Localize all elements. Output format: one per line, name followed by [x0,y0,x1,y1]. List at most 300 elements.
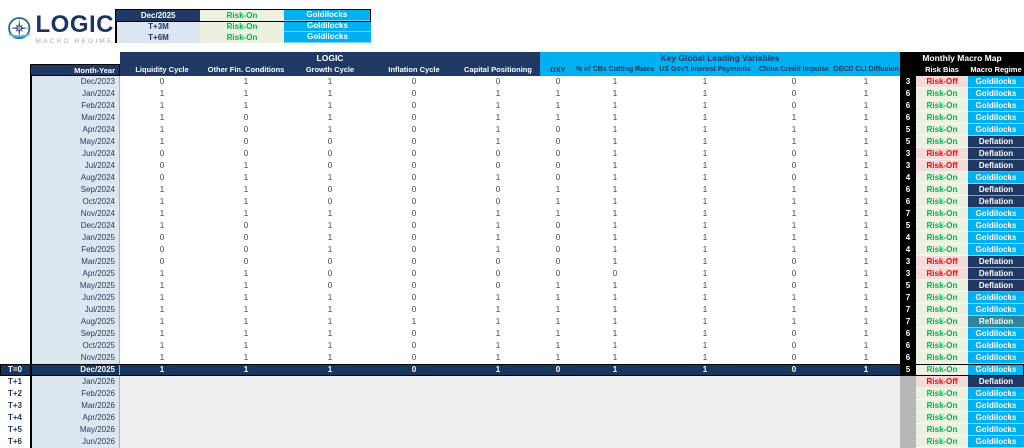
indicator-value-cell[interactable] [540,400,576,412]
indicator-value-cell[interactable] [576,424,654,436]
macro-regime-cell[interactable]: Goldilocks [968,388,1024,400]
indicator-value-cell[interactable]: 1 [576,184,654,196]
indicator-value-cell[interactable]: 1 [540,184,576,196]
indicator-value-cell[interactable]: 1 [832,76,900,88]
macro-regime-cell[interactable]: Reflation [968,316,1024,328]
indicator-value-cell[interactable]: 1 [576,220,654,232]
indicator-value-cell[interactable]: 1 [204,196,288,208]
indicator-value-cell[interactable] [120,412,204,424]
indicator-value-cell[interactable]: 0 [540,364,576,376]
indicator-value-cell[interactable] [456,436,540,448]
macro-regime-cell[interactable]: Goldilocks [968,304,1024,316]
signal-count-cell[interactable]: 5 [900,364,916,376]
indicator-value-cell[interactable]: 1 [120,268,204,280]
indicator-value-cell[interactable]: 0 [756,280,832,292]
risk-bias-cell[interactable]: Risk-On [916,232,968,244]
indicator-value-cell[interactable]: 1 [540,88,576,100]
macro-regime-cell[interactable]: Goldilocks [968,124,1024,136]
indicator-value-cell[interactable]: 0 [120,232,204,244]
macro-regime-cell[interactable]: Goldilocks [968,436,1024,448]
indicator-value-cell[interactable]: 1 [576,280,654,292]
month-year-cell[interactable]: Nov/2025 [30,352,120,364]
month-year-cell[interactable]: Jun/2024 [30,148,120,160]
indicator-value-cell[interactable]: 1 [756,232,832,244]
indicator-value-cell[interactable]: 0 [372,100,456,112]
indicator-value-cell[interactable] [576,388,654,400]
indicator-value-cell[interactable]: 1 [756,316,832,328]
indicator-value-cell[interactable]: 1 [120,100,204,112]
indicator-value-cell[interactable]: 1 [756,208,832,220]
summary-macro-regime[interactable]: Goldilocks [284,21,371,32]
month-year-cell[interactable]: Sep/2025 [30,328,120,340]
risk-bias-cell[interactable]: Risk-On [916,400,968,412]
signal-count-cell[interactable]: 6 [900,340,916,352]
indicator-value-cell[interactable] [540,424,576,436]
indicator-value-cell[interactable]: 0 [372,136,456,148]
indicator-value-cell[interactable]: 1 [576,136,654,148]
summary-risk-bias[interactable]: Risk-On [200,32,284,43]
signal-count-cell[interactable]: 5 [900,280,916,292]
indicator-value-cell[interactable]: 1 [576,148,654,160]
indicator-value-cell[interactable]: 1 [832,268,900,280]
indicator-value-cell[interactable]: 1 [204,328,288,340]
signal-count-cell[interactable]: 3 [900,256,916,268]
month-year-cell[interactable]: May/2024 [30,136,120,148]
indicator-value-cell[interactable] [288,412,372,424]
indicator-value-cell[interactable] [576,436,654,448]
indicator-value-cell[interactable]: 0 [756,172,832,184]
month-year-cell[interactable]: Dec/2025 [30,364,120,376]
indicator-value-cell[interactable] [576,376,654,388]
risk-bias-cell[interactable]: Risk-On [916,424,968,436]
indicator-value-cell[interactable]: 1 [654,196,756,208]
risk-bias-cell[interactable]: Risk-Off [916,268,968,280]
indicator-value-cell[interactable]: 0 [204,232,288,244]
indicator-value-cell[interactable] [372,436,456,448]
signal-count-cell[interactable]: 5 [900,124,916,136]
indicator-value-cell[interactable]: 1 [576,76,654,88]
indicator-value-cell[interactable]: 1 [120,328,204,340]
indicator-value-cell[interactable]: 1 [456,316,540,328]
indicator-value-cell[interactable]: 1 [120,280,204,292]
indicator-value-cell[interactable] [372,424,456,436]
indicator-value-cell[interactable]: 0 [120,256,204,268]
indicator-value-cell[interactable]: 1 [288,100,372,112]
month-year-cell[interactable]: Feb/2024 [30,100,120,112]
indicator-value-cell[interactable]: 0 [372,328,456,340]
risk-bias-cell[interactable]: Risk-Off [916,376,968,388]
indicator-value-cell[interactable] [120,376,204,388]
indicator-value-cell[interactable]: 1 [654,160,756,172]
signal-count-cell[interactable]: 5 [900,136,916,148]
indicator-value-cell[interactable]: 0 [204,136,288,148]
indicator-value-cell[interactable]: 0 [540,220,576,232]
indicator-value-cell[interactable]: 1 [456,112,540,124]
indicator-value-cell[interactable]: 1 [832,340,900,352]
indicator-value-cell[interactable] [540,436,576,448]
macro-regime-cell[interactable]: Deflation [968,148,1024,160]
indicator-value-cell[interactable] [654,412,756,424]
indicator-value-cell[interactable] [654,424,756,436]
indicator-value-cell[interactable]: 1 [576,160,654,172]
indicator-value-cell[interactable]: 0 [540,136,576,148]
indicator-value-cell[interactable]: 0 [540,268,576,280]
indicator-value-cell[interactable]: 1 [288,220,372,232]
indicator-value-cell[interactable]: 1 [288,340,372,352]
month-year-cell[interactable]: Dec/2024 [30,220,120,232]
indicator-value-cell[interactable]: 1 [540,352,576,364]
indicator-value-cell[interactable]: 1 [288,124,372,136]
risk-bias-cell[interactable]: Risk-On [916,124,968,136]
indicator-value-cell[interactable]: 1 [832,100,900,112]
signal-count-cell[interactable]: 6 [900,196,916,208]
indicator-value-cell[interactable]: 0 [204,112,288,124]
signal-count-cell[interactable]: 7 [900,304,916,316]
indicator-value-cell[interactable] [832,436,900,448]
macro-regime-cell[interactable]: Goldilocks [968,232,1024,244]
month-year-cell[interactable]: Mar/2025 [30,256,120,268]
indicator-value-cell[interactable]: 0 [120,244,204,256]
risk-bias-cell[interactable]: Risk-On [916,184,968,196]
summary-macro-regime[interactable]: Goldilocks [284,32,371,43]
indicator-value-cell[interactable] [654,388,756,400]
indicator-value-cell[interactable]: 1 [756,292,832,304]
indicator-value-cell[interactable]: 1 [654,292,756,304]
indicator-value-cell[interactable]: 0 [756,352,832,364]
macro-regime-cell[interactable]: Goldilocks [968,244,1024,256]
indicator-value-cell[interactable]: 1 [456,292,540,304]
risk-bias-cell[interactable]: Risk-On [916,220,968,232]
indicator-value-cell[interactable]: 1 [654,220,756,232]
indicator-value-cell[interactable] [456,412,540,424]
indicator-value-cell[interactable]: 1 [456,124,540,136]
macro-regime-cell[interactable]: Deflation [968,256,1024,268]
signal-count-cell[interactable] [900,424,916,436]
indicator-value-cell[interactable]: 1 [288,292,372,304]
indicator-value-cell[interactable]: 1 [204,352,288,364]
indicator-value-cell[interactable]: 1 [654,232,756,244]
risk-bias-cell[interactable]: Risk-On [916,112,968,124]
indicator-value-cell[interactable] [654,436,756,448]
indicator-value-cell[interactable]: 1 [576,196,654,208]
indicator-value-cell[interactable]: 0 [372,292,456,304]
month-year-cell[interactable]: Mar/2024 [30,112,120,124]
risk-bias-cell[interactable]: Risk-On [916,136,968,148]
indicator-value-cell[interactable]: 1 [832,256,900,268]
indicator-value-cell[interactable]: 1 [576,112,654,124]
risk-bias-cell[interactable]: Risk-Off [916,160,968,172]
indicator-value-cell[interactable]: 1 [576,232,654,244]
indicator-value-cell[interactable]: 1 [832,208,900,220]
indicator-value-cell[interactable] [204,436,288,448]
indicator-value-cell[interactable]: 1 [456,304,540,316]
indicator-value-cell[interactable]: 1 [456,136,540,148]
indicator-value-cell[interactable] [654,400,756,412]
indicator-value-cell[interactable]: 1 [576,292,654,304]
risk-bias-cell[interactable]: Risk-On [916,208,968,220]
indicator-value-cell[interactable] [204,400,288,412]
indicator-value-cell[interactable]: 1 [204,280,288,292]
indicator-value-cell[interactable]: 1 [576,328,654,340]
indicator-value-cell[interactable]: 1 [288,328,372,340]
signal-count-cell[interactable]: 6 [900,328,916,340]
indicator-value-cell[interactable]: 1 [832,328,900,340]
indicator-value-cell[interactable]: 0 [456,148,540,160]
indicator-value-cell[interactable]: 0 [540,172,576,184]
indicator-value-cell[interactable]: 1 [120,316,204,328]
indicator-value-cell[interactable]: 1 [204,268,288,280]
indicator-value-cell[interactable] [120,400,204,412]
indicator-value-cell[interactable]: 1 [288,172,372,184]
risk-bias-cell[interactable]: Risk-On [916,388,968,400]
month-year-cell[interactable]: Sep/2024 [30,184,120,196]
month-year-cell[interactable]: Feb/2025 [30,244,120,256]
indicator-value-cell[interactable]: 0 [456,196,540,208]
indicator-value-cell[interactable]: 1 [120,340,204,352]
indicator-value-cell[interactable]: 0 [120,160,204,172]
indicator-value-cell[interactable]: 1 [540,340,576,352]
indicator-value-cell[interactable] [204,388,288,400]
indicator-value-cell[interactable] [756,412,832,424]
indicator-value-cell[interactable] [120,436,204,448]
indicator-value-cell[interactable]: 0 [204,244,288,256]
macro-regime-cell[interactable]: Goldilocks [968,112,1024,124]
risk-bias-cell[interactable]: Risk-On [916,340,968,352]
indicator-value-cell[interactable]: 1 [756,184,832,196]
indicator-value-cell[interactable]: 1 [832,316,900,328]
indicator-value-cell[interactable] [372,412,456,424]
indicator-value-cell[interactable]: 1 [654,328,756,340]
indicator-value-cell[interactable]: 1 [756,124,832,136]
macro-regime-cell[interactable]: Goldilocks [968,352,1024,364]
indicator-value-cell[interactable]: 1 [576,208,654,220]
indicator-value-cell[interactable] [204,424,288,436]
indicator-value-cell[interactable] [372,388,456,400]
indicator-value-cell[interactable]: 1 [576,244,654,256]
indicator-value-cell[interactable]: 1 [756,220,832,232]
indicator-value-cell[interactable]: 0 [756,88,832,100]
indicator-value-cell[interactable]: 0 [540,232,576,244]
month-year-cell[interactable]: Nov/2024 [30,208,120,220]
indicator-value-cell[interactable]: 1 [654,208,756,220]
macro-regime-cell[interactable]: Goldilocks [968,292,1024,304]
indicator-value-cell[interactable]: 1 [832,220,900,232]
indicator-value-cell[interactable]: 0 [120,148,204,160]
indicator-value-cell[interactable]: 0 [372,124,456,136]
indicator-value-cell[interactable]: 1 [120,364,204,376]
risk-bias-cell[interactable]: Risk-On [916,328,968,340]
indicator-value-cell[interactable]: 1 [832,136,900,148]
indicator-value-cell[interactable]: 0 [372,76,456,88]
indicator-value-cell[interactable]: 1 [204,316,288,328]
indicator-value-cell[interactable]: 1 [540,304,576,316]
indicator-value-cell[interactable]: 0 [288,136,372,148]
indicator-value-cell[interactable]: 1 [204,172,288,184]
macro-regime-cell[interactable]: Goldilocks [968,88,1024,100]
indicator-value-cell[interactable]: 1 [654,148,756,160]
macro-regime-cell[interactable]: Deflation [968,280,1024,292]
indicator-value-cell[interactable]: 0 [204,256,288,268]
indicator-value-cell[interactable]: 1 [832,160,900,172]
indicator-value-cell[interactable]: 1 [654,304,756,316]
indicator-value-cell[interactable]: 0 [372,172,456,184]
risk-bias-cell[interactable]: Risk-On [916,292,968,304]
indicator-value-cell[interactable]: 1 [832,196,900,208]
indicator-value-cell[interactable] [540,412,576,424]
indicator-value-cell[interactable]: 1 [832,88,900,100]
indicator-value-cell[interactable]: 1 [654,184,756,196]
indicator-value-cell[interactable] [832,376,900,388]
indicator-value-cell[interactable]: 1 [654,112,756,124]
month-year-cell[interactable]: Apr/2026 [30,412,120,424]
risk-bias-cell[interactable]: Risk-On [916,352,968,364]
indicator-value-cell[interactable] [540,388,576,400]
signal-count-cell[interactable] [900,400,916,412]
signal-count-cell[interactable]: 3 [900,268,916,280]
indicator-value-cell[interactable]: 1 [576,124,654,136]
indicator-value-cell[interactable]: 0 [372,112,456,124]
month-year-cell[interactable]: Jan/2026 [30,376,120,388]
indicator-value-cell[interactable] [120,424,204,436]
macro-regime-cell[interactable]: Goldilocks [968,76,1024,88]
signal-count-cell[interactable]: 7 [900,292,916,304]
indicator-value-cell[interactable]: 0 [372,352,456,364]
indicator-value-cell[interactable]: 1 [832,280,900,292]
indicator-value-cell[interactable]: 1 [540,112,576,124]
month-year-cell[interactable]: Aug/2025 [30,316,120,328]
indicator-value-cell[interactable] [832,412,900,424]
signal-count-cell[interactable]: 6 [900,112,916,124]
indicator-value-cell[interactable] [756,424,832,436]
indicator-value-cell[interactable] [654,376,756,388]
macro-regime-cell[interactable]: Goldilocks [968,412,1024,424]
summary-period-label[interactable]: T+6M [115,32,200,43]
indicator-value-cell[interactable]: 1 [540,100,576,112]
indicator-value-cell[interactable]: 1 [120,124,204,136]
risk-bias-cell[interactable]: Risk-On [916,364,968,376]
summary-risk-bias[interactable]: Risk-On [200,10,283,21]
indicator-value-cell[interactable]: 1 [288,232,372,244]
indicator-value-cell[interactable]: 1 [456,328,540,340]
indicator-value-cell[interactable]: 1 [654,136,756,148]
indicator-value-cell[interactable]: 1 [204,340,288,352]
indicator-value-cell[interactable]: 1 [456,172,540,184]
indicator-value-cell[interactable]: 1 [654,316,756,328]
indicator-value-cell[interactable]: 1 [288,244,372,256]
indicator-value-cell[interactable]: 1 [120,196,204,208]
indicator-value-cell[interactable]: 0 [540,160,576,172]
indicator-value-cell[interactable]: 1 [288,304,372,316]
indicator-value-cell[interactable]: 1 [120,136,204,148]
macro-regime-cell[interactable]: Deflation [968,184,1024,196]
signal-count-cell[interactable]: 6 [900,100,916,112]
indicator-value-cell[interactable]: 1 [654,340,756,352]
signal-count-cell[interactable]: 6 [900,352,916,364]
indicator-value-cell[interactable]: 0 [288,160,372,172]
indicator-value-cell[interactable] [756,436,832,448]
indicator-value-cell[interactable]: 1 [576,256,654,268]
indicator-value-cell[interactable]: 0 [288,148,372,160]
indicator-value-cell[interactable]: 1 [654,352,756,364]
indicator-value-cell[interactable] [456,424,540,436]
macro-regime-cell[interactable]: Goldilocks [968,208,1024,220]
macro-regime-cell[interactable]: Deflation [968,136,1024,148]
indicator-value-cell[interactable]: 0 [456,256,540,268]
indicator-value-cell[interactable] [456,400,540,412]
signal-count-cell[interactable]: 3 [900,76,916,88]
risk-bias-cell[interactable]: Risk-On [916,304,968,316]
risk-bias-cell[interactable]: Risk-Off [916,256,968,268]
month-year-cell[interactable]: Oct/2024 [30,196,120,208]
indicator-value-cell[interactable]: 1 [832,304,900,316]
indicator-value-cell[interactable]: 0 [372,340,456,352]
month-year-cell[interactable]: Jun/2026 [30,436,120,448]
indicator-value-cell[interactable]: 0 [288,184,372,196]
indicator-value-cell[interactable]: 0 [756,100,832,112]
indicator-value-cell[interactable]: 0 [372,220,456,232]
indicator-value-cell[interactable]: 1 [576,352,654,364]
indicator-value-cell[interactable]: 1 [576,88,654,100]
indicator-value-cell[interactable]: 0 [372,232,456,244]
summary-macro-regime[interactable]: Goldilocks [284,10,370,21]
indicator-value-cell[interactable] [288,388,372,400]
indicator-value-cell[interactable]: 1 [120,352,204,364]
risk-bias-cell[interactable]: Risk-Off [916,148,968,160]
indicator-value-cell[interactable] [456,376,540,388]
indicator-value-cell[interactable]: 1 [654,100,756,112]
summary-risk-bias[interactable]: Risk-On [200,21,284,32]
indicator-value-cell[interactable]: 1 [832,232,900,244]
risk-bias-cell[interactable]: Risk-On [916,244,968,256]
indicator-value-cell[interactable]: 1 [654,76,756,88]
risk-bias-cell[interactable]: Risk-On [916,196,968,208]
indicator-value-cell[interactable]: 0 [372,88,456,100]
indicator-value-cell[interactable] [288,400,372,412]
indicator-value-cell[interactable]: 1 [456,364,540,376]
month-year-cell[interactable]: Mar/2026 [30,400,120,412]
indicator-value-cell[interactable]: 1 [456,208,540,220]
indicator-value-cell[interactable] [540,376,576,388]
indicator-value-cell[interactable]: 1 [204,364,288,376]
month-year-cell[interactable]: Apr/2025 [30,268,120,280]
indicator-value-cell[interactable]: 0 [372,256,456,268]
macro-regime-cell[interactable]: Goldilocks [968,424,1024,436]
indicator-value-cell[interactable]: 1 [756,112,832,124]
indicator-value-cell[interactable]: 1 [756,244,832,256]
macro-regime-cell[interactable]: Goldilocks [968,400,1024,412]
indicator-value-cell[interactable]: 1 [204,304,288,316]
indicator-value-cell[interactable]: 1 [456,244,540,256]
indicator-value-cell[interactable]: 0 [540,256,576,268]
indicator-value-cell[interactable]: 0 [372,364,456,376]
indicator-value-cell[interactable]: 1 [120,208,204,220]
indicator-value-cell[interactable]: 0 [756,364,832,376]
indicator-value-cell[interactable]: 0 [756,256,832,268]
macro-regime-cell[interactable]: Deflation [968,160,1024,172]
indicator-value-cell[interactable]: 1 [540,208,576,220]
indicator-value-cell[interactable]: 0 [372,148,456,160]
indicator-value-cell[interactable] [756,400,832,412]
indicator-value-cell[interactable]: 1 [654,88,756,100]
risk-bias-cell[interactable]: Risk-On [916,100,968,112]
indicator-value-cell[interactable]: 1 [832,364,900,376]
indicator-value-cell[interactable]: 0 [372,160,456,172]
indicator-value-cell[interactable]: 0 [372,208,456,220]
indicator-value-cell[interactable]: 1 [456,88,540,100]
indicator-value-cell[interactable] [576,412,654,424]
macro-regime-cell[interactable]: Goldilocks [968,220,1024,232]
indicator-value-cell[interactable]: 0 [288,196,372,208]
